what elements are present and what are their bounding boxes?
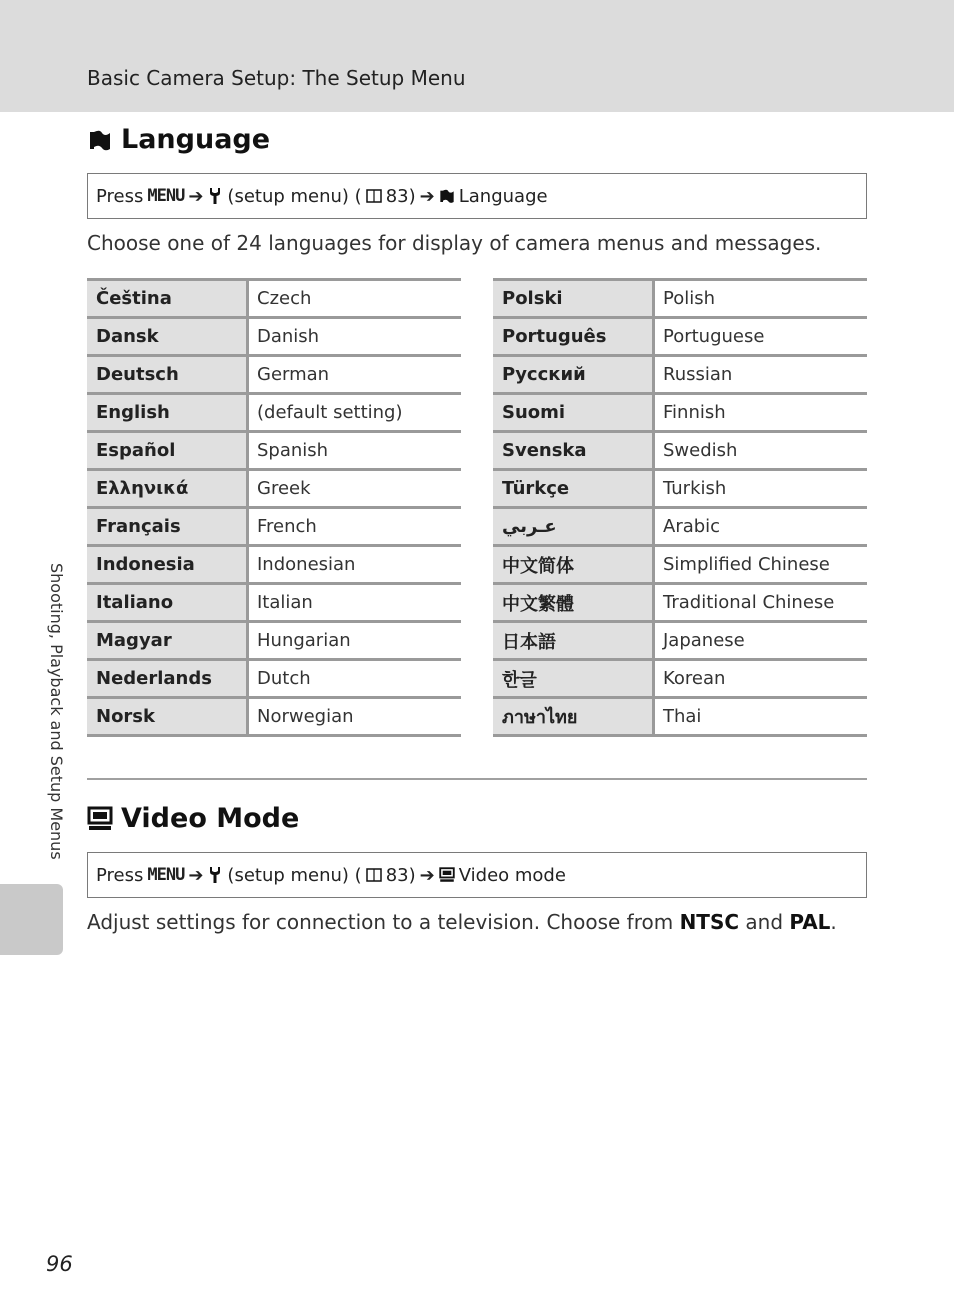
native-language-name: Čeština <box>87 280 248 318</box>
page-number: 96 <box>46 1252 73 1276</box>
wrench-icon <box>207 866 223 884</box>
language-title: Language <box>121 124 271 155</box>
wrench-icon <box>207 187 223 205</box>
arrow-icon: ➔ <box>188 185 204 207</box>
book-icon <box>366 866 382 884</box>
english-language-name: Polish <box>654 280 868 318</box>
language-table-right <box>493 278 867 737</box>
setup-menu-text: (setup menu) ( <box>227 864 362 886</box>
video-mode-icon <box>87 806 113 832</box>
language-row <box>87 470 461 508</box>
native-language-name: Nederlands <box>87 660 248 698</box>
video-mode-title: Video Mode <box>121 803 300 834</box>
english-language-name: Italian <box>248 584 462 622</box>
native-language-name: ภาษาไทย <box>493 698 654 736</box>
english-language-name: German <box>248 356 462 394</box>
native-language-name: Italiano <box>87 584 248 622</box>
language-row <box>87 546 461 584</box>
option-pal: PAL <box>789 910 831 934</box>
language-row <box>87 660 461 698</box>
language-row <box>493 546 867 584</box>
english-language-name: Swedish <box>654 432 868 470</box>
video-mode-icon <box>439 866 455 884</box>
native-language-name: Suomi <box>493 394 654 432</box>
english-language-name: Russian <box>654 356 868 394</box>
english-language-name: Korean <box>654 660 868 698</box>
language-row <box>87 394 461 432</box>
language-table-left <box>87 278 461 737</box>
language-row <box>493 660 867 698</box>
english-language-name: Thai <box>654 698 868 736</box>
language-row <box>493 698 867 736</box>
english-language-name: Finnish <box>654 394 868 432</box>
language-row <box>493 394 867 432</box>
language-row <box>87 280 461 318</box>
sidebar-chapter-label: Shooting, Playback and Setup Menus <box>47 563 66 860</box>
language-row <box>87 622 461 660</box>
book-icon <box>366 187 382 205</box>
video-menu-path <box>87 852 867 898</box>
english-language-name: (default setting) <box>248 394 462 432</box>
arrow-icon: ➔ <box>188 864 204 886</box>
english-language-name: Dutch <box>248 660 462 698</box>
language-icon <box>87 127 113 153</box>
english-language-name: Portuguese <box>654 318 868 356</box>
native-language-name: Türkçe <box>493 470 654 508</box>
description-text: Adjust settings for connection to a television. Choose from <box>87 910 680 934</box>
language-row <box>87 508 461 546</box>
language-row <box>87 584 461 622</box>
language-row <box>493 470 867 508</box>
native-language-name: Español <box>87 432 248 470</box>
description-end: . <box>830 910 837 934</box>
native-language-name: Norsk <box>87 698 248 736</box>
target-label: Language <box>458 185 548 207</box>
native-language-name: English <box>87 394 248 432</box>
header-band <box>0 0 954 112</box>
menu-button-label: MENU <box>147 865 185 885</box>
language-row <box>493 508 867 546</box>
english-language-name: Simplified Chinese <box>654 546 868 584</box>
language-row <box>87 318 461 356</box>
language-description: Choose one of 24 languages for display of camera menus and messages. <box>87 231 822 255</box>
video-mode-description <box>87 910 837 934</box>
press-label: Press <box>96 185 144 207</box>
native-language-name: Deutsch <box>87 356 248 394</box>
native-language-name: Svenska <box>493 432 654 470</box>
native-language-name: Ελληνικά <box>87 470 248 508</box>
english-language-name: Traditional Chinese <box>654 584 868 622</box>
native-language-name: Português <box>493 318 654 356</box>
language-row <box>87 698 461 736</box>
section-divider <box>87 778 867 780</box>
english-language-name: French <box>248 508 462 546</box>
native-language-name: 日本語 <box>493 622 654 660</box>
language-row <box>87 432 461 470</box>
language-row <box>493 584 867 622</box>
target-label: Video mode <box>458 864 566 886</box>
native-language-name: Magyar <box>87 622 248 660</box>
press-label: Press <box>96 864 144 886</box>
page-reference: 83) <box>385 864 416 886</box>
english-language-name: Arabic <box>654 508 868 546</box>
setup-menu-text: (setup menu) ( <box>227 185 362 207</box>
english-language-name: Spanish <box>248 432 462 470</box>
menu-button-label: MENU <box>147 186 185 206</box>
native-language-name: عـربي <box>493 508 654 546</box>
language-icon <box>439 187 455 205</box>
native-language-name: 中文简体 <box>493 546 654 584</box>
english-language-name: Danish <box>248 318 462 356</box>
native-language-name: Русский <box>493 356 654 394</box>
native-language-name: Français <box>87 508 248 546</box>
native-language-name: Dansk <box>87 318 248 356</box>
native-language-name: Polski <box>493 280 654 318</box>
language-row <box>493 280 867 318</box>
native-language-name: 中文繁體 <box>493 584 654 622</box>
language-row <box>493 622 867 660</box>
english-language-name: Turkish <box>654 470 868 508</box>
english-language-name: Norwegian <box>248 698 462 736</box>
english-language-name: Greek <box>248 470 462 508</box>
language-row <box>493 356 867 394</box>
language-row <box>493 432 867 470</box>
english-language-name: Hungarian <box>248 622 462 660</box>
option-ntsc: NTSC <box>679 910 740 934</box>
language-heading <box>87 124 270 155</box>
video-mode-heading <box>87 803 299 834</box>
english-language-name: Japanese <box>654 622 868 660</box>
chapter-tab <box>0 884 63 955</box>
page-reference: 83) <box>385 185 416 207</box>
arrow-icon: ➔ <box>419 185 435 207</box>
native-language-name: Indonesia <box>87 546 248 584</box>
language-row <box>493 318 867 356</box>
running-header: Basic Camera Setup: The Setup Menu <box>87 66 466 90</box>
language-menu-path <box>87 173 867 219</box>
native-language-name: 한글 <box>493 660 654 698</box>
connector-text: and <box>739 910 790 934</box>
language-row <box>87 356 461 394</box>
arrow-icon: ➔ <box>419 864 435 886</box>
english-language-name: Indonesian <box>248 546 462 584</box>
english-language-name: Czech <box>248 280 462 318</box>
